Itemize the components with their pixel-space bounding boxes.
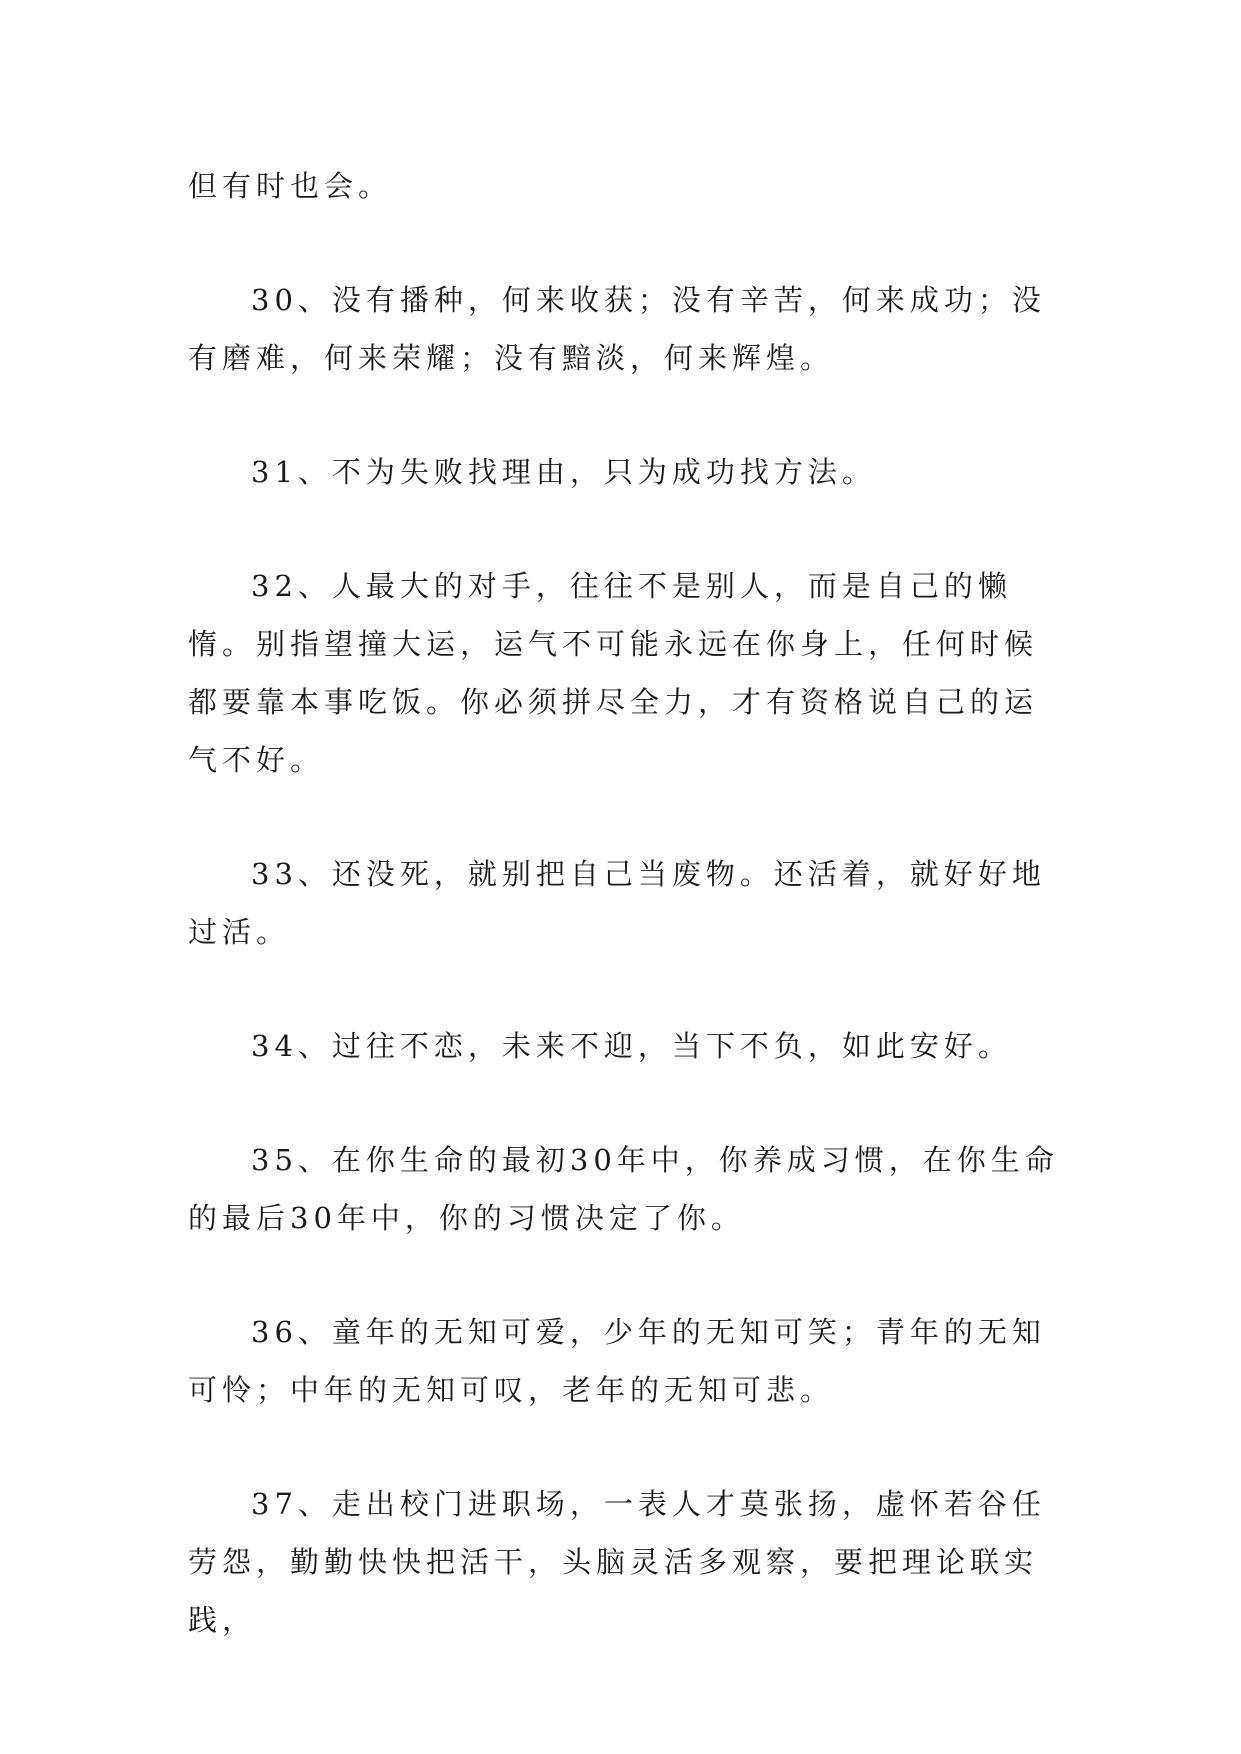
paragraph-32: 32、人最大的对手，往往不是别人，而是自己的懒惰。别指望撞大运，运气不可能永远在你身上，任何时候都要靠本事吃饭。你必须拼尽全力，才有资格说自己的运气不好。 — [188, 569, 1039, 777]
paragraph-continuation: 但有时也会。 — [188, 169, 393, 203]
paragraph-34: 34、过往不恋，未来不迎，当下不负，如此安好。 — [251, 1029, 1012, 1063]
paragraph-31: 31、不为失败找理由，只为成功找方法。 — [251, 455, 876, 489]
paragraph-35: 35、在你生命的最初30年中，你养成习惯，在你生命的最后30年中，你的习惯决定了你。 — [188, 1143, 1059, 1235]
document-body — [188, 157, 1068, 1649]
paragraph-37: 37、走出校门进职场，一表人才莫张扬，虚怀若谷任劳怨，勤勤快快把活干，头脑灵活多观察，要把理论联实践， — [188, 1487, 1046, 1637]
paragraph-33: 33、还没死，就别把自己当废物。还活着，就好好地过活。 — [188, 857, 1046, 949]
paragraph-36: 36、童年的无知可爱，少年的无知可笑；青年的无知可怜；中年的无知可叹，老年的无知可悲。 — [188, 1315, 1046, 1407]
paragraph-30: 30、没有播种，何来收获；没有辛苦，何来成功；没有磨难，何来荣耀；没有黯淡，何来辉煌。 — [188, 283, 1046, 375]
